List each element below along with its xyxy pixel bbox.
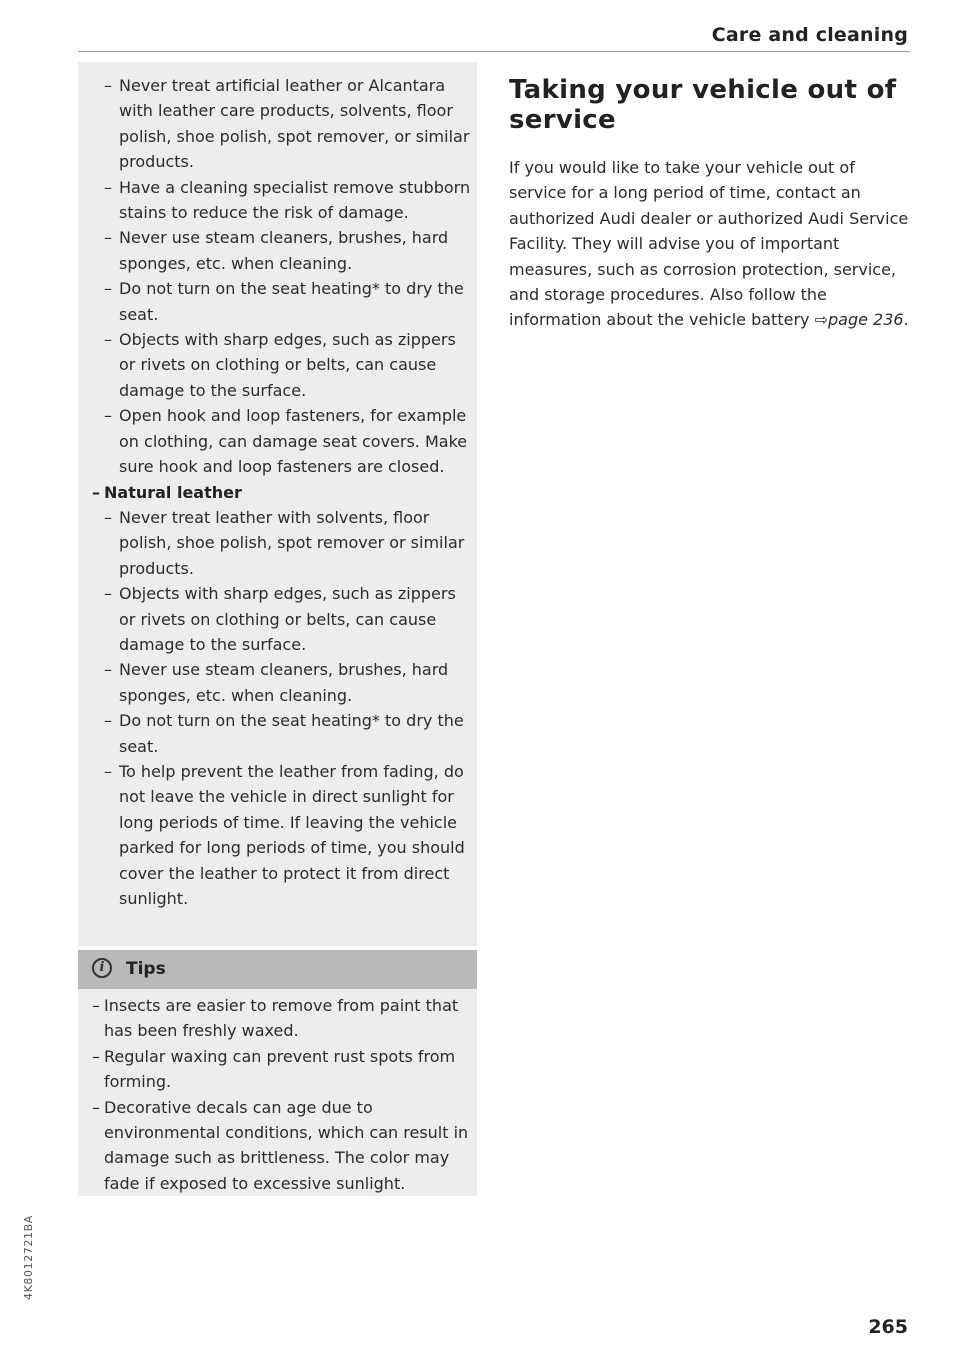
list-item-text: Objects with sharp edges, such as zippers or rivets on clothing or belts, can cause damage to the surface. <box>119 330 456 400</box>
natural-leather-heading-text: Natural leather <box>104 482 242 502</box>
section-title: Care and cleaning <box>711 24 908 46</box>
list-item: – Have a cleaning specialist remove stubborn stains to reduce the risk of damage. <box>104 177 471 223</box>
list-item-text: Objects with sharp edges, such as zippers or rivets on clothing or belts, can cause damage to the surface. <box>119 584 456 654</box>
list-item: – Decorative decals can age due to environmental conditions, which can result in damage such as brittleness. The color may fade if exposed to excessive sunlight. <box>92 1097 469 1193</box>
page-number: 265 <box>868 1316 908 1338</box>
natural-leather-heading: – Natural leather <box>92 482 242 502</box>
list-item-text: Do not turn on the seat heating* to dry the seat. <box>119 279 464 324</box>
list-item: – Objects with sharp edges, such as zippers or rivets on clothing or belts, can cause damage to the surface. <box>104 584 456 654</box>
arrow-right-icon: ⇨ <box>814 310 828 330</box>
tip-text: Regular waxing can prevent rust spots from forming. <box>104 1046 456 1092</box>
list-item-text: Never use steam cleaners, brushes, hard sponges, etc. when cleaning. <box>119 228 449 273</box>
list-item: – Never use steam cleaners, brushes, hard sponges, etc. when cleaning. <box>104 228 449 273</box>
header-divider <box>78 51 910 52</box>
list-item: – Objects with sharp edges, such as zippers or rivets on clothing or belts, can cause damage to the surface. <box>104 330 456 400</box>
body-text: If you would like to take your vehicle out of service for a long period of time, contact an authorized Audi dealer or authorized Audi Service Facility. They will advise you of important measures, such as corrosion protection, service, and storage procedures. Also follow the information about the vehicle battery <box>509 158 909 330</box>
section-body: If you would like to take your vehicle out of service for a long period of time, contact an authorized Audi dealer or authorized Audi Service Facility. They will advise you of important measures, such as corrosion protection, service, and storage procedures. Also follow the information about the vehicle battery ⇨page 236. <box>509 158 909 330</box>
section-heading: Taking your vehicle out of service <box>509 75 897 135</box>
list-item-text: Never use steam cleaners, brushes, hard sponges, etc. when cleaning. <box>119 660 449 705</box>
list-item: – Never treat leather with solvents, floor polish, shoe polish, spot remover or similar products. <box>104 507 465 578</box>
list-item: – Regular waxing can prevent rust spots from forming. <box>92 1046 456 1092</box>
list-item-text: To help prevent the leather from fading, do not leave the vehicle in direct sunlight for long periods of time. If leaving the vehicle parked for long periods of time, you should cover the leather to protect it from direct sunlight. <box>119 761 465 908</box>
list-item: – Insects are easier to remove from paint that has been freshly waxed. <box>92 996 459 1041</box>
list-item-text: Do not turn on the seat heating* to dry the seat. <box>119 711 464 756</box>
page-reference-link[interactable] <box>815 310 904 329</box>
list-item-text: Have a cleaning specialist remove stubborn stains to reduce the risk of damage. <box>119 177 471 223</box>
list-item: – Do not turn on the seat heating* to dry the seat. <box>104 279 464 324</box>
list-item: – Open hook and loop fasteners, for example on clothing, can damage seat covers. Make sure hook and loop fasteners are closed. <box>104 406 468 477</box>
leather-care-list <box>92 73 472 911</box>
list-item: – To help prevent the leather from fading, do not leave the vehicle in direct sunlight for long periods of time. If leaving the vehicle parked for long periods of time, you should cover the leather to protect it from direct sunlight. <box>104 761 465 908</box>
list-item-text: Never treat artificial leather or Alcantara with leather care products, solvents, floor polish, shoe polish, spot remover, or similar products. <box>119 76 470 172</box>
list-item: – Never treat artificial leather or Alcantara with leather care products, solvents, floor polish, shoe polish, spot remover, or similar products. <box>104 76 470 172</box>
tips-list <box>92 993 472 1196</box>
list-item: – Never use steam cleaners, brushes, hard sponges, etc. when cleaning. <box>104 660 449 705</box>
info-icon: i <box>92 958 112 978</box>
list-item: – Do not turn on the seat heating* to dry the seat. <box>104 711 464 756</box>
tips-header <box>78 950 477 989</box>
document-code: 4K8012721BA <box>22 1215 35 1300</box>
list-item-text: Never treat leather with solvents, floor polish, shoe polish, spot remover or similar products. <box>119 507 465 578</box>
list-item-text: Open hook and loop fasteners, for example on clothing, can damage seat covers. Make sure hook and loop fasteners are closed. <box>119 406 468 477</box>
page-reference-text: page 236 <box>828 310 904 330</box>
tip-text: Insects are easier to remove from paint that has been freshly waxed. <box>104 996 459 1041</box>
tip-text: Decorative decals can age due to environmental conditions, which can result in damage such as brittleness. The color may fade if exposed to excessive sunlight. <box>104 1097 469 1193</box>
tips-title: Tips <box>126 959 166 979</box>
